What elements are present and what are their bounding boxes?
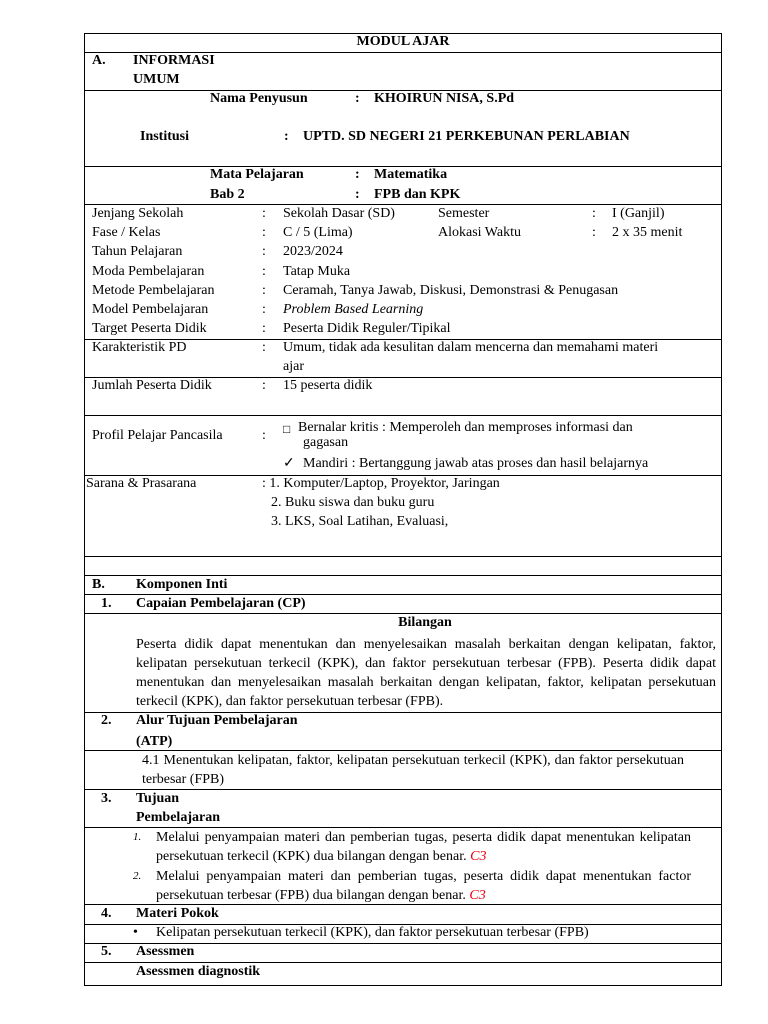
info-label: Alokasi Waktu — [438, 225, 521, 240]
document-title: MODUL AJAR — [356, 34, 450, 49]
colon: : — [262, 428, 266, 443]
colon: : — [355, 91, 360, 106]
bab-label: Bab 2 — [210, 187, 245, 202]
profil-item: Mandiri : Bertanggung jawab atas proses dan hasil belajarnya — [303, 456, 649, 471]
tujuan-item — [156, 867, 691, 905]
section-b-letter: B. — [92, 577, 105, 592]
colon: : — [355, 167, 360, 182]
info-label: Target Peserta Didik — [92, 321, 207, 336]
info-value: Problem Based Learning — [283, 302, 424, 317]
colon: : — [262, 340, 266, 355]
tujuan-title: Pembelajaran — [136, 810, 220, 825]
mapel-label: Mata Pelajaran — [210, 167, 304, 182]
asesmen-subtitle: Asessmen diagnostik — [136, 964, 261, 979]
section-a-letter: A. — [92, 53, 106, 68]
sarana-item: 3. LKS, Soal Latihan, Evaluasi, — [271, 514, 449, 529]
colon: : — [262, 283, 266, 298]
tujuan-title: Tujuan — [136, 791, 180, 806]
colon: : — [262, 225, 266, 240]
info-value: 2023/2024 — [283, 244, 343, 259]
institusi-value: UPTD. SD NEGERI 21 PERKEBUNAN PERLABIAN — [303, 129, 630, 144]
info-label: Tahun Pelajaran — [92, 244, 183, 259]
checkmark-icon: ✓ — [283, 456, 295, 471]
tujuan-item-tag: C3 — [469, 888, 486, 903]
profil-label: Profil Pelajar Pancasila — [92, 428, 223, 443]
section-a-title: INFORMASI — [133, 53, 215, 68]
atp-title: Alur Tujuan Pembelajaran — [136, 713, 298, 728]
colon: : — [262, 302, 266, 317]
info-label: Jenjang Sekolah — [92, 206, 184, 221]
info-label: Model Pembelajaran — [92, 302, 209, 317]
penyusun-value: KHOIRUN NISA, S.Pd — [374, 91, 515, 106]
sarana-item: 2. Buku siswa dan buku guru — [271, 495, 435, 510]
colon: : — [262, 321, 266, 336]
info-label: Moda Pembelajaran — [92, 264, 205, 279]
sarana-label: Sarana & Prasarana — [86, 476, 197, 491]
bab-value: FPB dan KPK — [374, 187, 461, 202]
tujuan-item-number: 1. — [133, 831, 142, 843]
penyusun-label: Nama Penyusun — [210, 91, 308, 106]
cp-subheading: Bilangan — [398, 615, 452, 630]
colon: : — [262, 244, 266, 259]
info-label: Fase / Kelas — [92, 225, 161, 240]
info-value: Sekolah Dasar (SD) — [283, 206, 395, 221]
tujuan-number: 3. — [101, 791, 112, 806]
mapel-value: Matematika — [374, 167, 448, 182]
tujuan-item — [156, 828, 691, 866]
colon: : — [592, 225, 596, 240]
info-value: C / 5 (Lima) — [283, 225, 353, 240]
info-value: I (Ganjil) — [612, 206, 665, 221]
row-divider — [84, 415, 722, 416]
atp-number: 2. — [101, 713, 112, 728]
info-label: Semester — [438, 206, 490, 221]
sarana-item: : 1. Komputer/Laptop, Proyektor, Jaringan — [262, 476, 500, 491]
colon: : — [262, 378, 266, 393]
cp-text: Peserta didik dapat menentukan dan menyelesaikan masalah berkaitan dengan kelipatan, faktor, kelipatan persekutuan terkecil (KPK), dan faktor persekutuan terbesar (FPB). Peserta didik dapat menentukan dan menyelesaikan masalah berkaitan dengan kelipatan, faktor, kelipatan persekutuan terkecil (KPK), dan faktor persekutuan terbesar (FPB). — [136, 637, 716, 709]
profil-item: gagasan — [303, 435, 349, 450]
colon: : — [284, 129, 289, 144]
profil-item: Bernalar kritis : Memperoleh dan memproses informasi dan — [298, 420, 633, 435]
checkbox-icon: □ — [283, 422, 291, 436]
info-label: Karakteristik PD — [92, 340, 187, 355]
asesmen-number: 5. — [101, 944, 112, 959]
info-value: Umum, tidak ada kesulitan dalam mencerna dan memahami materi — [283, 340, 659, 355]
colon: : — [592, 206, 596, 221]
tujuan-item-tag: C3 — [470, 849, 487, 864]
colon: : — [262, 264, 266, 279]
tujuan-item-text: Melalui penyampaian materi dan pemberian tugas, peserta didik dapat menentukan kelipatan persekutuan terkecil (KPK) dua bilangan dengan benar. — [156, 830, 691, 864]
info-value: Tatap Muka — [283, 264, 351, 279]
materi-title: Materi Pokok — [136, 906, 219, 921]
info-value: 2 x 35 menit — [612, 225, 683, 240]
colon: : — [262, 206, 266, 221]
institusi-label: Institusi — [140, 129, 190, 144]
row-divider — [84, 556, 722, 557]
info-value: Ceramah, Tanya Jawab, Diskusi, Demonstrasi & Penugasan — [283, 283, 619, 298]
materi-number: 4. — [101, 906, 112, 921]
cp-number: 1. — [101, 596, 112, 611]
info-value: ajar — [283, 359, 304, 374]
cp-title: Capaian Pembelajaran (CP) — [136, 596, 306, 611]
tujuan-item-text: Melalui penyampaian materi dan pemberian tugas, peserta didik dapat menentukan factor persekutuan terbesar (FPB) dua bilangan dengan benar. — [156, 869, 691, 903]
section-a-title: UMUM — [133, 72, 180, 87]
tujuan-item-number: 2. — [133, 870, 142, 882]
row-divider — [84, 789, 722, 790]
atp-title: (ATP) — [136, 734, 173, 749]
atp-text: 4.1 Menentukan kelipatan, faktor, kelipatan persekutuan terkecil (KPK), dan faktor persekutuan terbesar (FPB) — [142, 753, 684, 787]
info-label: Jumlah Peserta Didik — [92, 378, 212, 393]
colon: : — [355, 187, 360, 202]
section-b-title: Komponen Inti — [136, 577, 228, 592]
info-label: Metode Pembelajaran — [92, 283, 215, 298]
bullet-icon: • — [133, 925, 138, 940]
info-value: 15 peserta didik — [283, 378, 373, 393]
info-value: Peserta Didik Reguler/Tipikal — [283, 321, 451, 336]
asesmen-title: Asessmen — [136, 944, 195, 959]
materi-item: Kelipatan persekutuan terkecil (KPK), dan faktor persekutuan terbesar (FPB) — [156, 925, 589, 940]
